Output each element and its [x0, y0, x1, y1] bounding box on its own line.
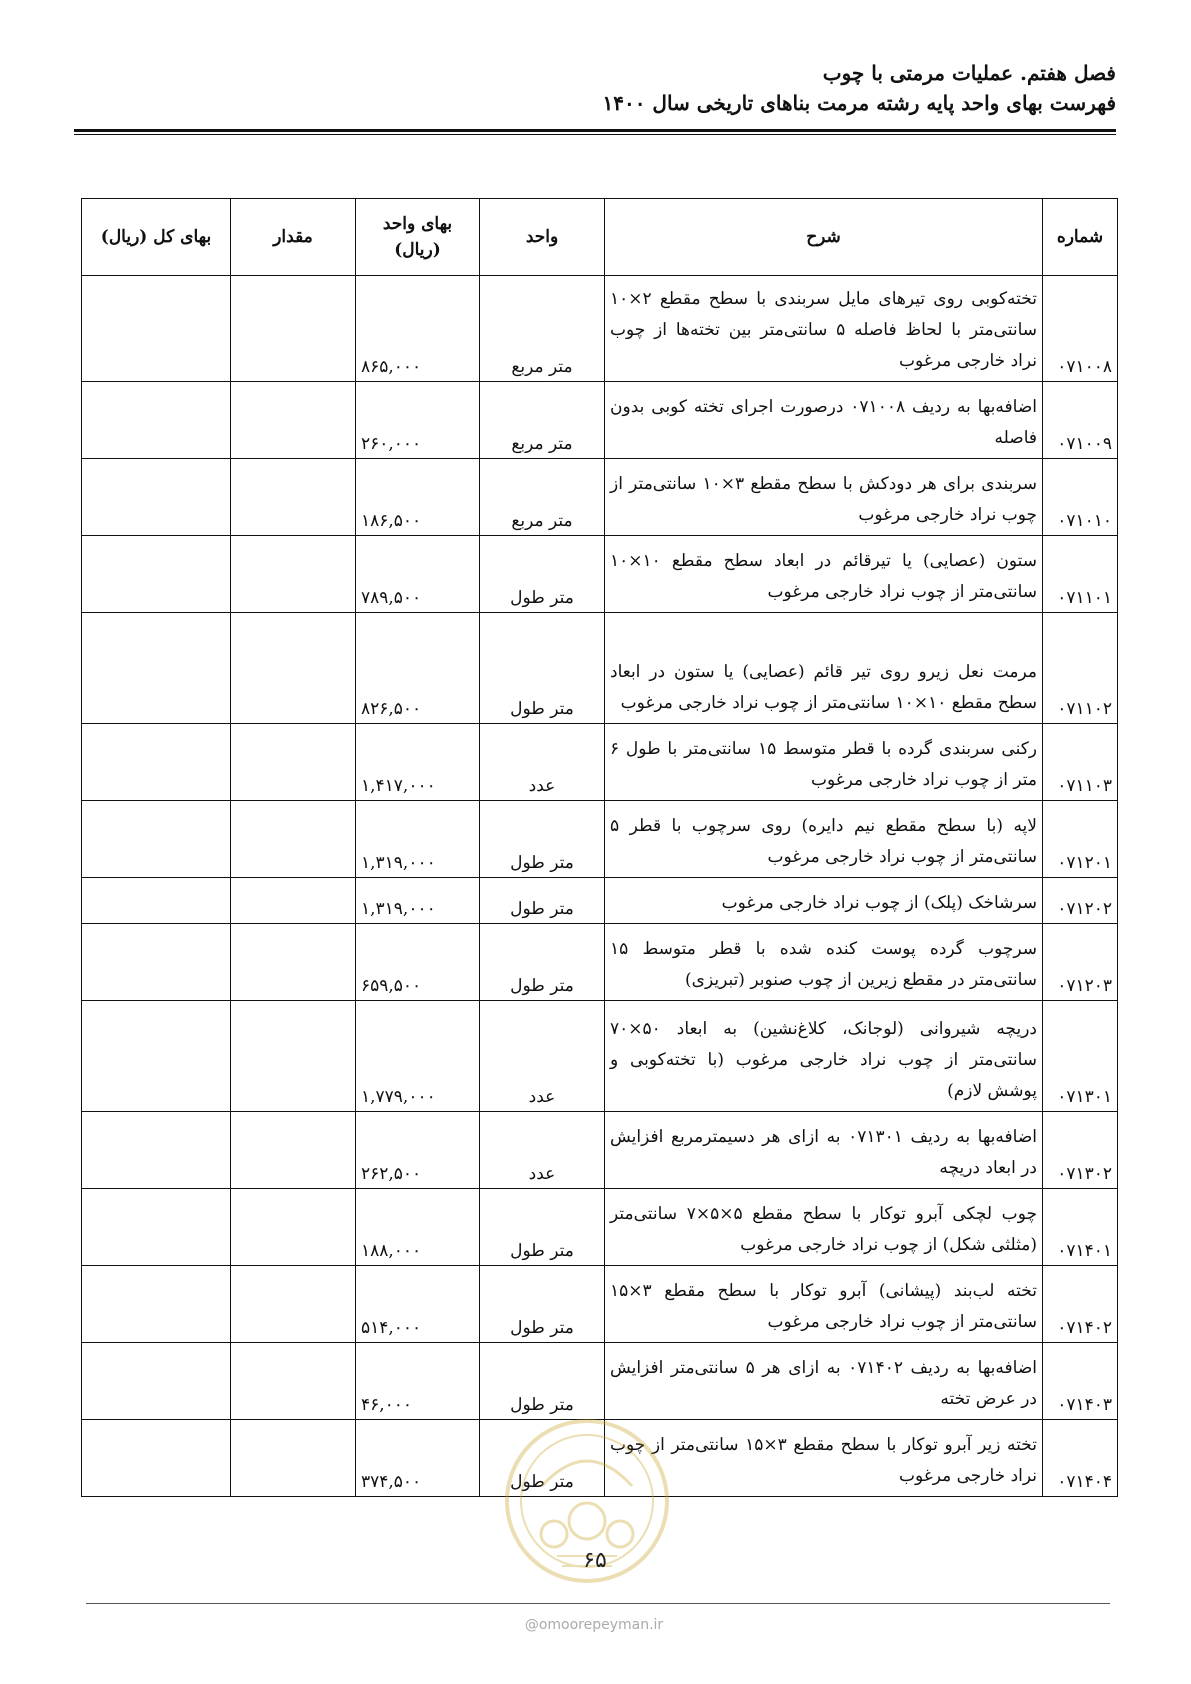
item-quantity[interactable]	[231, 724, 356, 801]
item-code: ۰۷۱۴۰۱	[1043, 1189, 1118, 1266]
item-total-price[interactable]	[82, 382, 231, 459]
item-total-price[interactable]	[82, 724, 231, 801]
item-total-price[interactable]	[82, 1343, 231, 1420]
header-total-price: بهای کل (ریال)	[82, 199, 231, 276]
item-unit-price: ۸۶۵,۰۰۰	[356, 276, 480, 382]
item-code: ۰۷۱۲۰۲	[1043, 878, 1118, 924]
item-unit: متر طول	[480, 1343, 605, 1420]
chapter-title: فصل هفتم. عملیات مرمتی با چوب	[822, 61, 1116, 85]
item-unit-price: ۳۷۴,۵۰۰	[356, 1420, 480, 1497]
item-description: تخته لب‌بند (پیشانی) آبرو توکار با سطح مقطع ۳×۱۵ سانتی‌متر از چوب نراد خارجی مرغوب	[605, 1266, 1043, 1343]
header-description: شرح	[605, 199, 1043, 276]
item-description: دریچه شیروانی (لوجانک، کلاغ‌نشین) به ابعاد ۵۰×۷۰ سانتی‌متر از چوب نراد خارجی مرغوب (با تخته‌کوبی و پوشش لازم)	[605, 1001, 1043, 1112]
table-row	[82, 1189, 1118, 1266]
item-total-price[interactable]	[82, 1420, 231, 1497]
table-row	[82, 1343, 1118, 1420]
item-code: ۰۷۱۰۰۸	[1043, 276, 1118, 382]
item-quantity[interactable]	[231, 1001, 356, 1112]
item-description: ستون (عصایی) یا تیرقائم در ابعاد سطح مقطع ۱۰×۱۰ سانتی‌متر از چوب نراد خارجی مرغوب	[605, 536, 1043, 613]
item-description: سرشاخک (پلک) از چوب نراد خارجی مرغوب	[605, 878, 1043, 924]
page-header	[66, 58, 1116, 118]
item-code: ۰۷۱۱۰۳	[1043, 724, 1118, 801]
item-unit-price: ۱,۷۷۹,۰۰۰	[356, 1001, 480, 1112]
item-quantity[interactable]	[231, 1420, 356, 1497]
item-total-price[interactable]	[82, 459, 231, 536]
table-row	[82, 1112, 1118, 1189]
item-total-price[interactable]	[82, 1189, 231, 1266]
item-unit: عدد	[480, 724, 605, 801]
item-quantity[interactable]	[231, 878, 356, 924]
table-body	[82, 276, 1118, 1497]
table-row	[82, 878, 1118, 924]
item-description: رکنی سربندی گرده با قطر متوسط ۱۵ سانتی‌متر با طول ۶ متر از چوب نراد خارجی مرغوب	[605, 724, 1043, 801]
item-description: سربندی برای هر دودکش با سطح مقطع ۳×۱۰ سانتی‌متر از چوب نراد خارجی مرغوب	[605, 459, 1043, 536]
header-unit-price	[356, 199, 480, 276]
item-unit-price: ۷۸۹,۵۰۰	[356, 536, 480, 613]
table-row	[82, 1266, 1118, 1343]
price-list-title: فهرست بهای واحد پایه رشته مرمت بناهای تاریخی سال ۱۴۰۰	[602, 91, 1116, 115]
item-unit: متر مربع	[480, 382, 605, 459]
item-quantity[interactable]	[231, 382, 356, 459]
item-unit: متر طول	[480, 536, 605, 613]
page-number: ۶۵	[583, 1548, 607, 1573]
item-quantity[interactable]	[231, 1266, 356, 1343]
table-row	[82, 276, 1118, 382]
item-description: چوب لچکی آبرو توکار با سطح مقطع ۵×۵×۷ سانتی‌متر (مثلثی شکل) از چوب نراد خارجی مرغوب	[605, 1189, 1043, 1266]
item-code: ۰۷۱۲۰۱	[1043, 801, 1118, 878]
item-unit: متر طول	[480, 1420, 605, 1497]
header-unit: واحد	[480, 199, 605, 276]
item-unit: عدد	[480, 1112, 605, 1189]
item-code: ۰۷۱۴۰۳	[1043, 1343, 1118, 1420]
item-unit-price: ۴۶,۰۰۰	[356, 1343, 480, 1420]
item-unit: متر طول	[480, 613, 605, 724]
item-quantity[interactable]	[231, 459, 356, 536]
item-description: تخته زیر آبرو توکار با سطح مقطع ۳×۱۵ سانتی‌متر از چوب نراد خارجی مرغوب	[605, 1420, 1043, 1497]
item-quantity[interactable]	[231, 1112, 356, 1189]
item-quantity[interactable]	[231, 1343, 356, 1420]
item-code: ۰۷۱۰۱۰	[1043, 459, 1118, 536]
table-row	[82, 613, 1118, 724]
item-unit-price: ۱۸۸,۰۰۰	[356, 1189, 480, 1266]
item-total-price[interactable]	[82, 613, 231, 724]
item-code: ۰۷۱۱۰۲	[1043, 613, 1118, 724]
item-description: مرمت نعل زیرو روی تیر قائم (عصایی) یا ستون در ابعاد سطح مقطع ۱۰×۱۰ سانتی‌متر از چوب نراد خارجی مرغوب	[605, 613, 1043, 724]
item-unit: متر طول	[480, 878, 605, 924]
item-description: اضافه‌بها به ردیف ۰۷۱۳۰۱ به ازای هر دسیمترمربع افزایش در ابعاد دریچه	[605, 1112, 1043, 1189]
item-description: اضافه‌بها به ردیف ۰۷۱۴۰۲ به ازای هر ۵ سانتی‌متر افزایش در عرض تخته	[605, 1343, 1043, 1420]
item-quantity[interactable]	[231, 924, 356, 1001]
table-row	[82, 724, 1118, 801]
item-total-price[interactable]	[82, 801, 231, 878]
item-unit-price: ۱,۳۱۹,۰۰۰	[356, 878, 480, 924]
item-unit-price: ۶۵۹,۵۰۰	[356, 924, 480, 1001]
footer-rule	[86, 1603, 1110, 1604]
item-unit: متر مربع	[480, 459, 605, 536]
item-quantity[interactable]	[231, 1189, 356, 1266]
item-quantity[interactable]	[231, 613, 356, 724]
item-total-price[interactable]	[82, 878, 231, 924]
table-row	[82, 924, 1118, 1001]
item-quantity[interactable]	[231, 801, 356, 878]
item-unit: متر طول	[480, 1266, 605, 1343]
item-description: اضافه‌بها به ردیف ۰۷۱۰۰۸ درصورت اجرای تخته کوبی بدون فاصله	[605, 382, 1043, 459]
item-code: ۰۷۱۳۰۲	[1043, 1112, 1118, 1189]
item-unit: متر طول	[480, 924, 605, 1001]
table-header-row	[82, 199, 1118, 276]
item-code: ۰۷۱۰۰۹	[1043, 382, 1118, 459]
item-unit-price: ۱,۴۱۷,۰۰۰	[356, 724, 480, 801]
item-unit: عدد	[480, 1001, 605, 1112]
table-row	[82, 382, 1118, 459]
header-unit-price-line2: (ریال)	[394, 240, 441, 260]
item-unit: متر مربع	[480, 276, 605, 382]
item-quantity[interactable]	[231, 276, 356, 382]
table-row	[82, 801, 1118, 878]
item-code: ۰۷۱۴۰۲	[1043, 1266, 1118, 1343]
item-total-price[interactable]	[82, 1001, 231, 1112]
table-row	[82, 1001, 1118, 1112]
item-code: ۰۷۱۱۰۱	[1043, 536, 1118, 613]
item-description: لاپه (با سطح مقطع نیم دایره) روی سرچوب با قطر ۵ سانتی‌متر از چوب نراد خارجی مرغوب	[605, 801, 1043, 878]
price-table	[81, 198, 1118, 1497]
item-total-price[interactable]	[82, 536, 231, 613]
item-code: ۰۷۱۲۰۳	[1043, 924, 1118, 1001]
item-unit-price: ۲۶۰,۰۰۰	[356, 382, 480, 459]
item-code: ۰۷۱۴۰۴	[1043, 1420, 1118, 1497]
item-unit: متر طول	[480, 1189, 605, 1266]
header-quantity: مقدار	[231, 199, 356, 276]
item-code: ۰۷۱۳۰۱	[1043, 1001, 1118, 1112]
table-row	[82, 459, 1118, 536]
table-row	[82, 536, 1118, 613]
header-code: شماره	[1043, 199, 1118, 276]
header-rule-thin	[74, 134, 1116, 135]
item-total-price[interactable]	[82, 276, 231, 382]
item-unit-price: ۱,۳۱۹,۰۰۰	[356, 801, 480, 878]
item-description: سرچوب گرده پوست کنده شده با قطر متوسط ۱۵ سانتی‌متر در مقطع زیرین از چوب صنوبر (تبریزی)	[605, 924, 1043, 1001]
item-unit-price: ۲۶۲,۵۰۰	[356, 1112, 480, 1189]
header-unit-price-line1: بهای واحد	[382, 214, 453, 234]
item-total-price[interactable]	[82, 924, 231, 1001]
item-total-price[interactable]	[82, 1266, 231, 1343]
item-unit: متر طول	[480, 801, 605, 878]
header-rule-thick	[74, 129, 1116, 132]
item-quantity[interactable]	[231, 536, 356, 613]
item-unit-price: ۸۲۶,۵۰۰	[356, 613, 480, 724]
item-unit-price: ۱۸۶,۵۰۰	[356, 459, 480, 536]
item-unit-price: ۵۱۴,۰۰۰	[356, 1266, 480, 1343]
item-description: تخته‌کوبی روی تیرهای مایل سربندی با سطح مقطع ۲×۱۰ سانتی‌متر با لحاظ فاصله ۵ سانتی‌متر بین تخته‌ها از چوب نراد خارجی مرغوب	[605, 276, 1043, 382]
item-total-price[interactable]	[82, 1112, 231, 1189]
site-watermark: @omoorepeyman.ir	[524, 1617, 664, 1633]
